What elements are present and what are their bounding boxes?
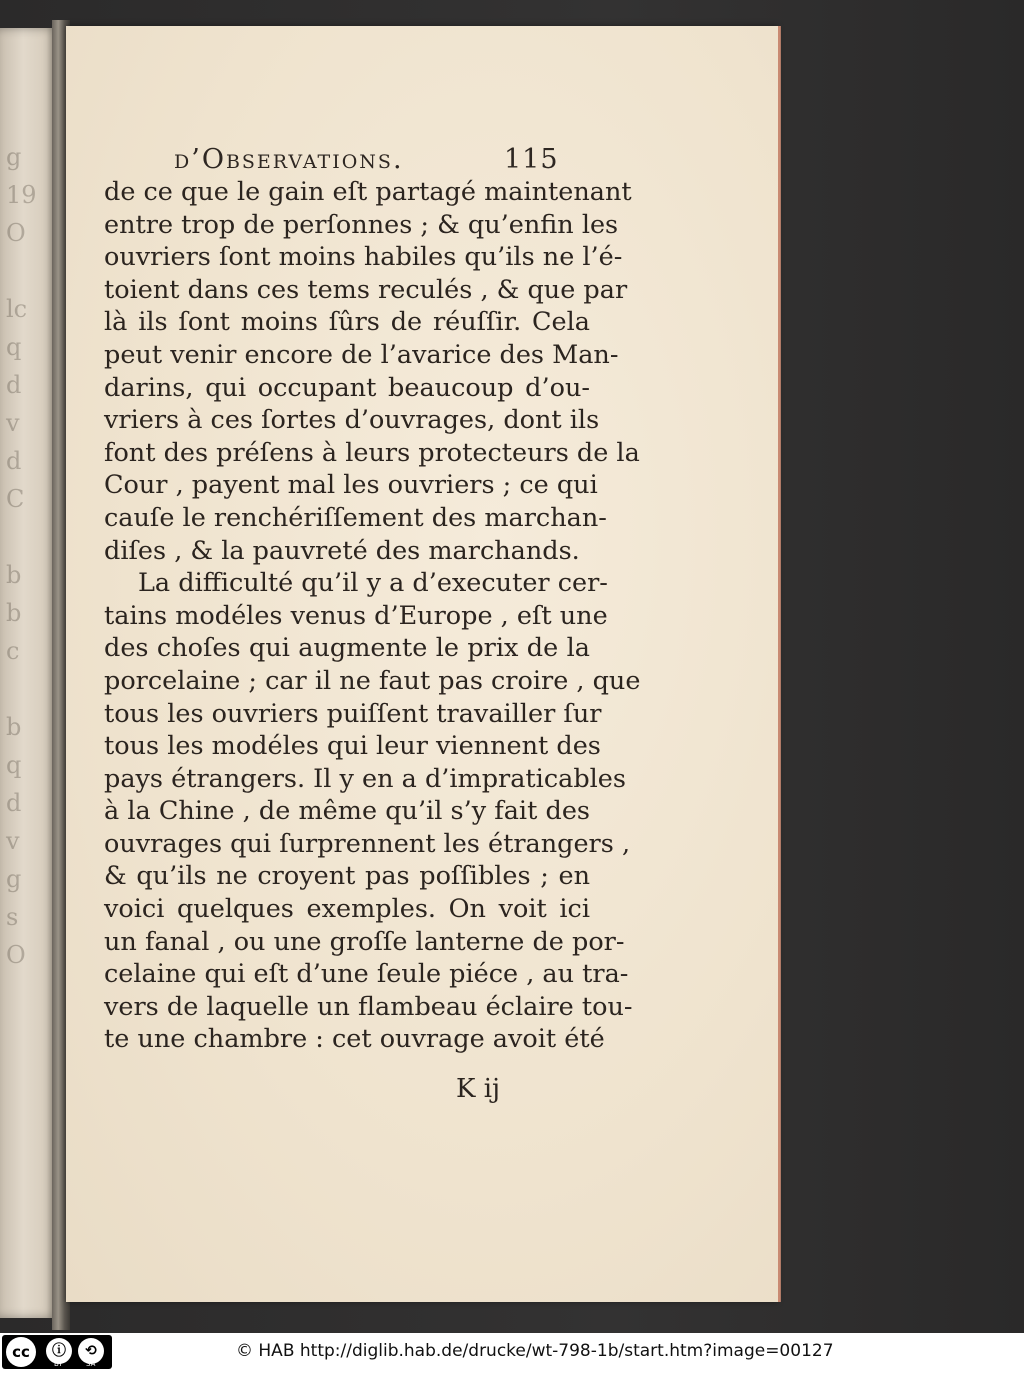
signature-mark: K ij <box>456 1074 501 1104</box>
text-line: voici quelques exemples. On voit ici <box>104 894 590 925</box>
text-line: & qu’ils ne croyent pas poſſibles ; en <box>104 861 590 892</box>
share-alike-icon: ⟲ <box>78 1338 104 1364</box>
text-line: te une chambre : cet ouvrage avoit été <box>104 1024 605 1055</box>
text-line: à la Chine , de même qu’il s’y fait des <box>104 796 590 827</box>
text-line: tous les modéles qui leur viennent des <box>104 731 601 762</box>
text-line: tains modéles venus d’Europe , eſt une <box>104 600 608 631</box>
text-line: Cour , payent mal les ouvriers ; ce qui <box>104 470 598 501</box>
attribution-icon: ⓘ <box>46 1338 72 1364</box>
text-line: diſes , & la pauvreté des marchands. <box>104 535 580 566</box>
text-line: de ce que le gain eſt partagé maintenant <box>104 177 632 207</box>
text-block <box>104 176 641 1056</box>
cc-license-badge[interactable] <box>2 1335 112 1369</box>
text-line: cauſe le renchériſſement des marchan- <box>104 502 607 533</box>
cc-by-label: BY <box>54 1360 63 1368</box>
cc-icon: cc <box>6 1337 36 1367</box>
left-facing-page <box>0 28 58 1318</box>
text-line: là ils ſont moins ſûrs de réuſſir. Cela <box>104 307 590 338</box>
text-line: pays étrangers. Il y en a d’impraticables <box>104 763 626 794</box>
text-line: tous les ouvriers puiſſent travailler ſur <box>104 698 602 729</box>
text-line: ouvrages qui ſurprennent les étrangers , <box>104 828 631 859</box>
text-line: un fanal , ou une groſſe lanterne de por- <box>104 926 625 957</box>
book-page <box>66 26 778 1302</box>
text-line: porcelaine ; car il ne faut pas croire , que <box>104 665 641 696</box>
text-line: ouvriers ſont moins habiles qu’ils ne l’é- <box>104 242 623 273</box>
text-line: celaine qui eſt d’une ſeule piéce , au tra- <box>104 959 629 990</box>
text-line: font des préſens à leurs protecteurs de la <box>104 437 640 468</box>
cc-sa-label: SA <box>86 1360 96 1368</box>
text-line: darins, qui occupant beaucoup d’ou- <box>104 372 590 403</box>
credit-link[interactable]: © HAB http://diglib.hab.de/drucke/wt-798-1b/start.htm?image=00127 <box>236 1341 834 1361</box>
left-page-bleed-text: g 19 O lc q d v d C b b c b q d v g s O <box>6 143 37 969</box>
text-line: vers de laquelle un flambeau éclaire tou- <box>104 991 633 1022</box>
text-line: des choſes qui augmente le prix de la <box>104 633 590 664</box>
text-line: entre trop de perſonnes ; & qu’enfin les <box>104 209 619 240</box>
text-line: toient dans ces tems reculés , & que par <box>104 274 628 305</box>
text-line: La difficulté qu’il y a d’executer cer- <box>138 568 608 599</box>
text-line: peut venir encore de l’avarice des Man- <box>104 339 619 370</box>
text-line: vriers à ces ſortes d’ouvrages, dont ils <box>104 405 600 436</box>
running-title: d’Observations. <box>174 144 404 175</box>
page-number: 115 <box>504 144 559 175</box>
footer-bar <box>0 1333 1024 1373</box>
